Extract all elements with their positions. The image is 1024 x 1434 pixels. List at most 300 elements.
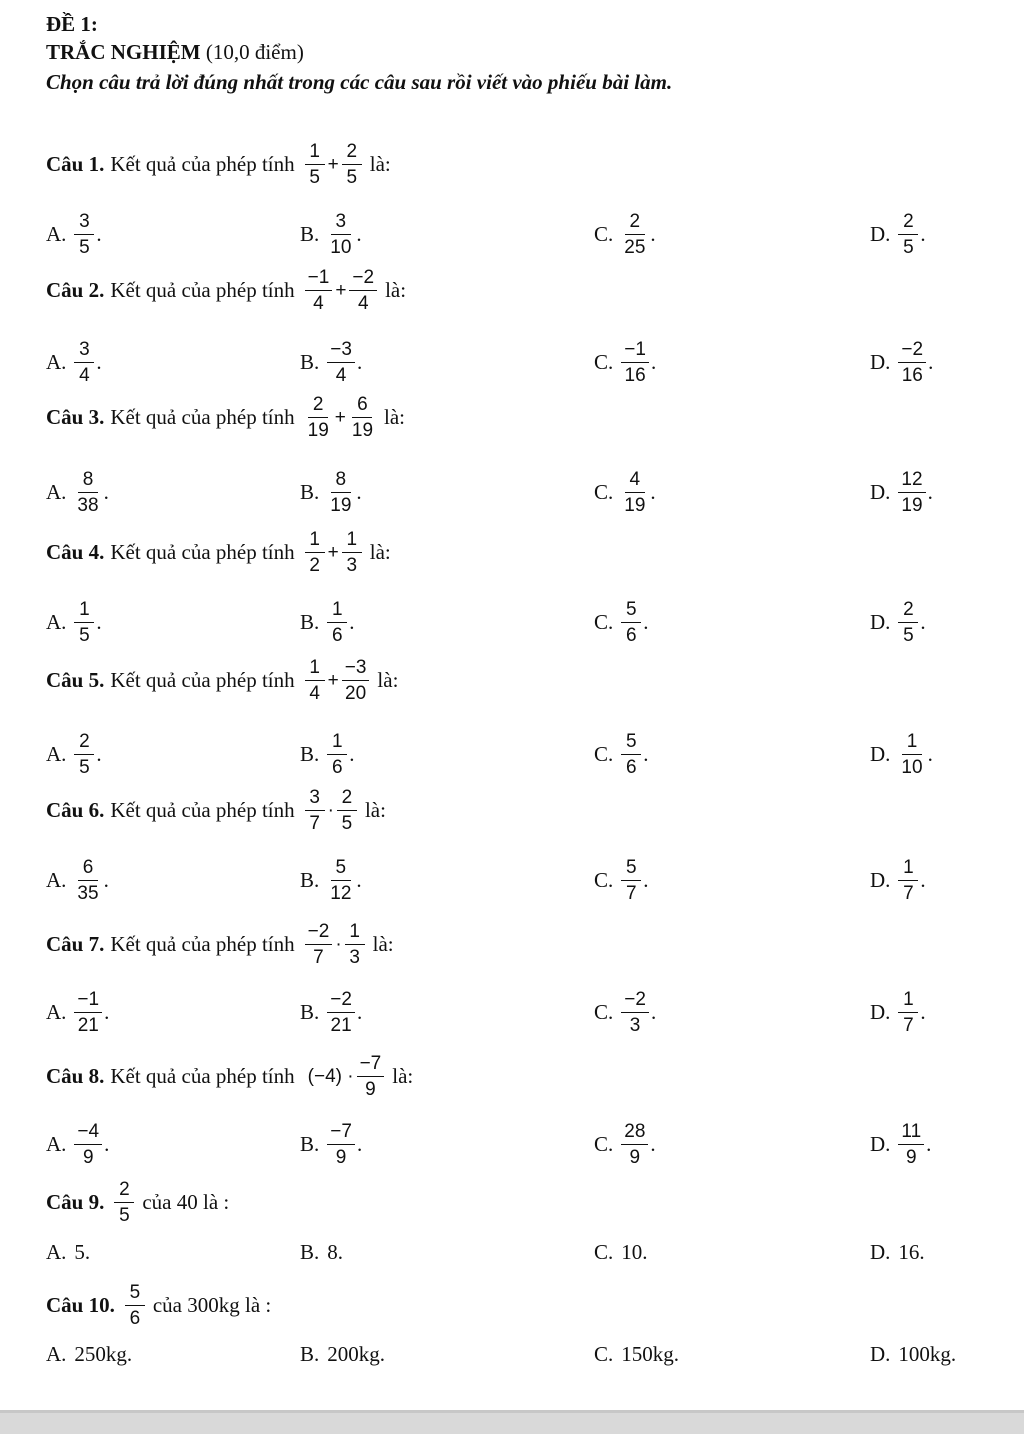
answer-option: [594, 600, 649, 645]
denominator: 4: [309, 683, 320, 704]
question-4: [46, 530, 391, 575]
expression-operator: (−4) ·: [307, 1065, 354, 1087]
expression-fraction: [305, 395, 332, 440]
question-label: Câu 6.: [46, 798, 105, 822]
answer-option: [870, 1122, 931, 1167]
question-5: [46, 658, 398, 703]
section-title: TRẮC NGHIỆM: [46, 40, 201, 64]
denominator: 20: [345, 683, 367, 704]
numerator: 1: [898, 858, 918, 881]
numerator: 3: [74, 340, 94, 363]
question-text: Kết quả của phép tính: [110, 932, 295, 956]
answer-option: [300, 1342, 385, 1367]
expression-fraction: [337, 788, 357, 833]
option-letter: B.: [300, 1132, 320, 1156]
answer-option: [46, 1122, 109, 1167]
option-letter: C.: [594, 222, 614, 246]
answer-option: [300, 600, 355, 645]
numerator: 1: [327, 600, 347, 623]
question-6: [46, 788, 386, 833]
option-fraction: [74, 340, 94, 385]
question-tail: là:: [372, 932, 394, 956]
expression-fraction: [342, 530, 362, 575]
denominator: 19: [307, 420, 329, 441]
numerator: 2: [898, 600, 918, 623]
option-letter: B.: [300, 1240, 320, 1264]
answer-option: [46, 858, 109, 903]
option-fraction: [327, 990, 355, 1035]
question-tail: là:: [364, 798, 386, 822]
numerator: 1: [902, 732, 922, 755]
option-fraction: [74, 212, 94, 257]
option-period: .: [349, 742, 355, 766]
answer-option: [46, 1240, 90, 1265]
denominator: 21: [330, 1015, 352, 1036]
option-fraction: [327, 858, 354, 903]
numerator: 3: [331, 212, 351, 235]
expression-operator: +: [327, 153, 339, 175]
option-letter: D.: [870, 742, 891, 766]
option-letter: B.: [300, 868, 320, 892]
question-expression: [305, 922, 365, 967]
option-period: .: [920, 1000, 926, 1024]
option-fraction: [327, 1122, 355, 1167]
option-period: .: [927, 480, 933, 504]
question-tail: là:: [384, 405, 406, 429]
numerator: 5: [621, 858, 641, 881]
answer-option: [46, 990, 109, 1035]
denominator: 5: [119, 1205, 130, 1226]
numerator: −2: [621, 990, 649, 1013]
option-period: .: [104, 1132, 110, 1156]
denominator: 16: [901, 365, 923, 386]
numerator: −7: [327, 1122, 355, 1145]
option-fraction: [327, 212, 354, 257]
option-letter: A.: [46, 222, 67, 246]
answer-option: [870, 732, 933, 777]
question-tail: là:: [377, 668, 399, 692]
question-label: Câu 5.: [46, 668, 105, 692]
option-letter: C.: [594, 1240, 614, 1264]
denominator: 4: [335, 365, 347, 386]
numerator: −2: [327, 990, 355, 1013]
answer-option: [870, 212, 926, 257]
option-period: .: [650, 480, 656, 504]
question-tail: là:: [385, 278, 407, 302]
denominator: 21: [77, 1015, 99, 1036]
denominator: 4: [357, 293, 369, 314]
answer-option: [594, 340, 656, 385]
question-text: Kết quả của phép tính: [110, 405, 295, 429]
denominator: 9: [629, 1147, 641, 1168]
numerator: 1: [305, 530, 325, 553]
question-label: Câu 4.: [46, 540, 105, 564]
option-letter: D.: [870, 480, 891, 504]
answer-option: [300, 990, 362, 1035]
answer-option: [870, 340, 933, 385]
numerator: 5: [621, 732, 641, 755]
numerator: 5: [621, 600, 641, 623]
answer-option: [594, 990, 656, 1035]
denominator: 6: [331, 625, 343, 646]
numerator: 4: [625, 470, 645, 493]
option-letter: D.: [870, 1132, 891, 1156]
numerator: 12: [898, 470, 925, 493]
option-letter: B.: [300, 222, 320, 246]
question-expression: [305, 658, 370, 703]
option-fraction: [621, 990, 649, 1035]
denominator: 9: [82, 1147, 94, 1168]
expression-operator: +: [327, 541, 339, 563]
expression-fraction: [345, 922, 365, 967]
option-fraction: [898, 990, 918, 1035]
question-expression: [305, 788, 357, 833]
numerator: 2: [308, 395, 328, 418]
denominator: 7: [313, 947, 324, 968]
question-7: [46, 922, 394, 967]
denominator: 3: [349, 947, 360, 968]
numerator: 3: [74, 212, 94, 235]
option-period: .: [920, 610, 926, 634]
question-expression: [305, 142, 362, 187]
question-tail: của 40 là :: [142, 1190, 230, 1214]
option-letter: B.: [300, 350, 320, 374]
question-text: Kết quả của phép tính: [110, 278, 295, 302]
denominator: 5: [903, 237, 914, 258]
option-period: .: [650, 1132, 656, 1156]
option-letter: B.: [300, 742, 320, 766]
denominator: 25: [624, 237, 646, 258]
expression-fraction: [305, 922, 333, 967]
option-letter: D.: [870, 1342, 891, 1366]
option-period: .: [643, 868, 649, 892]
option-text: 10.: [621, 1240, 648, 1264]
expression-fraction: [349, 268, 377, 313]
question-2: [46, 268, 406, 313]
question-tail: là:: [392, 1064, 414, 1088]
expression-operator: +: [335, 279, 347, 301]
denominator: 10: [330, 237, 352, 258]
option-text: 5.: [74, 1240, 91, 1264]
denominator: 19: [624, 495, 646, 516]
option-period: .: [356, 350, 363, 374]
answer-option: [870, 470, 933, 515]
option-text: 250kg.: [74, 1342, 133, 1366]
question-1: [46, 142, 391, 187]
option-letter: B.: [300, 610, 320, 634]
question-10: [46, 1283, 271, 1328]
option-letter: B.: [300, 1342, 320, 1366]
option-text: 100kg.: [898, 1342, 957, 1366]
option-fraction: [621, 600, 641, 645]
expression-fraction: [305, 268, 333, 313]
denominator: 2: [309, 555, 320, 576]
option-period: .: [356, 1132, 363, 1156]
answer-option: [46, 340, 102, 385]
option-period: .: [928, 350, 934, 374]
denominator: 9: [905, 1147, 917, 1168]
expression-fraction: [349, 395, 376, 440]
answer-option: [46, 470, 109, 515]
option-fraction: [74, 732, 94, 777]
option-fraction: [898, 858, 918, 903]
option-fraction: [74, 600, 94, 645]
option-letter: A.: [46, 610, 67, 634]
option-letter: D.: [870, 350, 891, 374]
question-expression: [305, 395, 376, 440]
denominator: 5: [341, 813, 353, 834]
answer-option: [300, 858, 362, 903]
option-fraction: [74, 470, 101, 515]
option-period: .: [926, 1132, 932, 1156]
denominator: 3: [629, 1015, 641, 1036]
option-text: 150kg.: [621, 1342, 680, 1366]
numerator: 28: [621, 1122, 648, 1145]
expression-fraction: [305, 530, 325, 575]
question-expression: [305, 268, 377, 313]
denominator: 6: [129, 1308, 141, 1329]
answer-option: [300, 1122, 362, 1167]
answer-option: [594, 1122, 656, 1167]
section-heading: [46, 40, 304, 65]
expression-operator: ·: [335, 933, 342, 955]
numerator: 5: [125, 1283, 145, 1306]
numerator: 1: [345, 922, 365, 945]
answer-option: [594, 212, 656, 257]
numerator: 2: [114, 1180, 134, 1203]
question-label: Câu 10.: [46, 1293, 115, 1317]
option-letter: A.: [46, 1132, 67, 1156]
question-text: Kết quả của phép tính: [110, 668, 295, 692]
option-letter: C.: [594, 610, 614, 634]
expression-fraction: [342, 142, 362, 187]
numerator: 6: [352, 395, 372, 418]
option-letter: C.: [594, 1000, 614, 1024]
option-period: .: [643, 742, 649, 766]
denominator: 7: [903, 1015, 914, 1036]
option-letter: D.: [870, 610, 891, 634]
option-period: .: [643, 610, 649, 634]
denominator: 19: [330, 495, 352, 516]
option-letter: A.: [46, 480, 67, 504]
option-period: .: [103, 480, 109, 504]
option-letter: A.: [46, 1342, 67, 1366]
answer-option: [46, 212, 102, 257]
section-score: (10,0 điểm): [205, 40, 304, 64]
question-label: Câu 7.: [46, 932, 105, 956]
numerator: 2: [74, 732, 94, 755]
answer-option: [594, 732, 649, 777]
option-period: .: [104, 1000, 110, 1024]
question-label: Câu 3.: [46, 405, 105, 429]
answer-option: [46, 1342, 132, 1367]
numerator: 2: [337, 788, 357, 811]
numerator: −1: [621, 340, 649, 363]
numerator: 3: [305, 788, 325, 811]
exam-label: ĐỀ 1:: [46, 12, 98, 36]
option-period: .: [349, 610, 355, 634]
numerator: 5: [331, 858, 351, 881]
expression-fraction: [305, 658, 325, 703]
answer-option: [870, 858, 926, 903]
denominator: 4: [313, 293, 324, 314]
option-fraction: [621, 340, 649, 385]
numerator: 1: [898, 990, 918, 1013]
denominator: 19: [901, 495, 923, 516]
question-text: Kết quả của phép tính: [110, 798, 295, 822]
question-tail: là:: [369, 152, 391, 176]
expression-operator: +: [327, 669, 339, 691]
option-letter: C.: [594, 1342, 614, 1366]
numerator: 1: [327, 732, 347, 755]
option-letter: C.: [594, 480, 614, 504]
denominator: 5: [309, 167, 320, 188]
question-tail: của 300kg là :: [152, 1293, 272, 1317]
option-letter: D.: [870, 1240, 891, 1264]
answer-option: [594, 470, 656, 515]
denominator: 6: [625, 625, 637, 646]
option-period: .: [356, 868, 362, 892]
expression-operator: +: [334, 406, 346, 428]
numerator: −2: [305, 922, 333, 945]
option-fraction: [327, 340, 355, 385]
option-letter: A.: [46, 350, 67, 374]
option-letter: A.: [46, 868, 67, 892]
option-text: 200kg.: [327, 1342, 386, 1366]
answer-option: [300, 470, 362, 515]
option-period: .: [927, 742, 933, 766]
answer-option: [594, 1240, 648, 1265]
option-fraction: [74, 990, 102, 1035]
option-fraction: [898, 732, 925, 777]
denominator: 19: [351, 420, 374, 441]
option-fraction: [621, 732, 641, 777]
denominator: 16: [624, 365, 646, 386]
denominator: 6: [331, 757, 343, 778]
option-letter: D.: [870, 222, 891, 246]
answer-option: [594, 1342, 679, 1367]
option-fraction: [621, 212, 648, 257]
question-8: [46, 1054, 413, 1099]
option-period: .: [356, 222, 362, 246]
numerator: −1: [305, 268, 333, 291]
numerator: 1: [305, 658, 325, 681]
option-letter: C.: [594, 742, 614, 766]
answer-option: [870, 1240, 925, 1265]
denominator: 5: [79, 625, 90, 646]
option-fraction: [621, 470, 648, 515]
bottom-bar: [0, 1410, 1024, 1434]
question-text: Kết quả của phép tính: [110, 1064, 295, 1088]
answer-option: [46, 600, 102, 645]
option-fraction: [74, 858, 101, 903]
instruction: Chọn câu trả lời đúng nhất trong các câu sau rồi viết vào phiếu bài làm.: [46, 70, 673, 94]
numerator: 2: [625, 212, 645, 235]
option-fraction: [74, 1122, 102, 1167]
numerator: −2: [898, 340, 926, 363]
option-fraction: [327, 732, 347, 777]
expression-fraction: [357, 1054, 385, 1099]
question-label: Câu 9.: [46, 1190, 105, 1214]
numerator: 6: [78, 858, 98, 881]
question-3: [46, 395, 405, 440]
option-fraction: [898, 340, 926, 385]
option-fraction: [621, 858, 641, 903]
denominator: 4: [79, 365, 90, 386]
denominator: 5: [903, 625, 914, 646]
answer-option: [300, 732, 355, 777]
option-fraction: [621, 1122, 648, 1167]
denominator: 5: [79, 237, 90, 258]
option-letter: B.: [300, 1000, 320, 1024]
denominator: 7: [309, 813, 320, 834]
denominator: 38: [77, 495, 99, 516]
option-period: .: [96, 610, 102, 634]
option-letter: B.: [300, 480, 320, 504]
denominator: 9: [365, 1079, 376, 1100]
option-letter: D.: [870, 868, 891, 892]
numerator: −1: [74, 990, 102, 1013]
numerator: 2: [342, 142, 362, 165]
option-fraction: [327, 470, 354, 515]
option-letter: A.: [46, 742, 67, 766]
answer-option: [46, 732, 102, 777]
answer-option: [300, 212, 362, 257]
option-letter: C.: [594, 1132, 614, 1156]
answer-option: [300, 1240, 343, 1265]
answer-option: [300, 340, 362, 385]
question-expression: [125, 1283, 145, 1328]
option-period: .: [650, 222, 656, 246]
expression-fraction: [305, 142, 325, 187]
option-period: .: [96, 350, 102, 374]
option-period: .: [103, 868, 109, 892]
answer-option: [594, 858, 649, 903]
answer-option: [870, 600, 926, 645]
denominator: 7: [903, 883, 914, 904]
denominator: 35: [77, 883, 99, 904]
question-label: Câu 2.: [46, 278, 105, 302]
option-period: .: [356, 480, 362, 504]
question-expression: [305, 1054, 385, 1099]
option-period: .: [650, 1000, 657, 1024]
option-period: .: [920, 868, 926, 892]
question-label: Câu 1.: [46, 152, 105, 176]
denominator: 7: [625, 883, 637, 904]
option-period: .: [96, 742, 102, 766]
denominator: 10: [901, 757, 923, 778]
option-period: .: [920, 222, 926, 246]
denominator: 12: [330, 883, 352, 904]
question-label: Câu 8.: [46, 1064, 105, 1088]
option-letter: A.: [46, 1000, 67, 1024]
option-period: .: [356, 1000, 363, 1024]
answer-option: [870, 990, 926, 1035]
denominator: 9: [335, 1147, 347, 1168]
question-expression: [305, 530, 362, 575]
question-expression: [114, 1180, 134, 1225]
answer-option: [870, 1342, 956, 1367]
question-9: [46, 1180, 229, 1225]
denominator: 5: [346, 167, 358, 188]
numerator: 1: [74, 600, 94, 623]
numerator: −2: [349, 268, 377, 291]
numerator: 2: [898, 212, 918, 235]
numerator: −3: [327, 340, 355, 363]
option-fraction: [898, 1122, 924, 1167]
denominator: 3: [346, 555, 358, 576]
option-text: 8.: [327, 1240, 344, 1264]
